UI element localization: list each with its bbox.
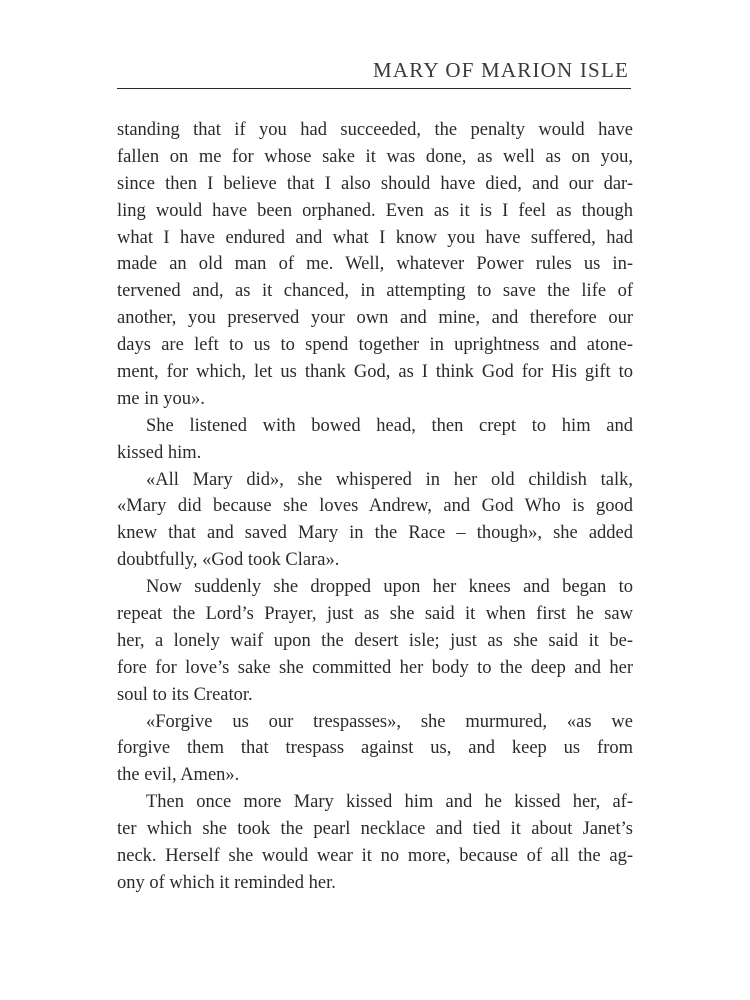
text-line: what I have endured and what I know you have suffered, had [117, 227, 633, 248]
text-line: soul to its Creator. [117, 684, 253, 705]
text-line: since then I believe that I also should have died, and our dar- [117, 173, 633, 194]
text-line: fore for love’s sake she committed her body to the deep and her [117, 657, 633, 678]
text-line: another, you preserved your own and mine, and therefore our [117, 308, 633, 329]
text-line: me in you». [117, 388, 205, 409]
text-line: Now suddenly she dropped upon her knees and began to [146, 577, 633, 598]
paragraph [117, 574, 633, 708]
text-line: tervened and, as it chanced, in attempting to save the life of [117, 281, 633, 302]
text-line: days are left to us to spend together in uprightness and atone- [117, 335, 633, 356]
body-text [117, 117, 633, 897]
paragraph [117, 709, 633, 790]
text-line: knew that and saved Mary in the Race – though», she added [117, 523, 633, 544]
text-line: ling would have been orphaned. Even as it is I feel as though [117, 200, 633, 221]
text-line: Then once more Mary kissed him and he kissed her, af- [146, 792, 633, 813]
text-line: ment, for which, let us thank God, as I think God for His gift to [117, 362, 633, 383]
running-head-title: MARY OF MARION ISLE [373, 58, 629, 82]
text-line: forgive them that trespass against us, and keep us from [117, 738, 633, 759]
paragraph [117, 413, 633, 467]
text-line: the evil, Amen». [117, 765, 240, 786]
text-line: ony of which it reminded her. [117, 872, 336, 893]
text-line: ter which she took the pearl necklace and tied it about Janet’s [117, 819, 633, 840]
text-line: made an old man of me. Well, whatever Power rules us in- [117, 254, 633, 275]
text-line: neck. Herself she would wear it no more, because of all the ag- [117, 846, 633, 867]
text-line: «Forgive us our trespasses», she murmured, «as we [146, 711, 633, 732]
paragraph [117, 789, 633, 897]
running-head [117, 54, 631, 89]
text-line: She listened with bowed head, then crept to him and [146, 415, 633, 436]
text-line: «All Mary did», she whispered in her old childish talk, [146, 469, 633, 490]
text-line: fallen on me for whose sake it was done, as well as on you, [117, 146, 633, 167]
paragraph [117, 467, 633, 575]
paragraph [117, 117, 633, 413]
text-line: «Mary did because she loves Andrew, and God Who is good [117, 496, 633, 517]
text-line: doubtfully, «God took Clara». [117, 550, 340, 571]
text-line: repeat the Lord’s Prayer, just as she said it when first he saw [117, 604, 633, 625]
text-line: her, a lonely waif upon the desert isle; just as she said it be- [117, 630, 633, 651]
text-line: kissed him. [117, 442, 202, 463]
text-line: standing that if you had succeeded, the penalty would have [117, 120, 633, 140]
